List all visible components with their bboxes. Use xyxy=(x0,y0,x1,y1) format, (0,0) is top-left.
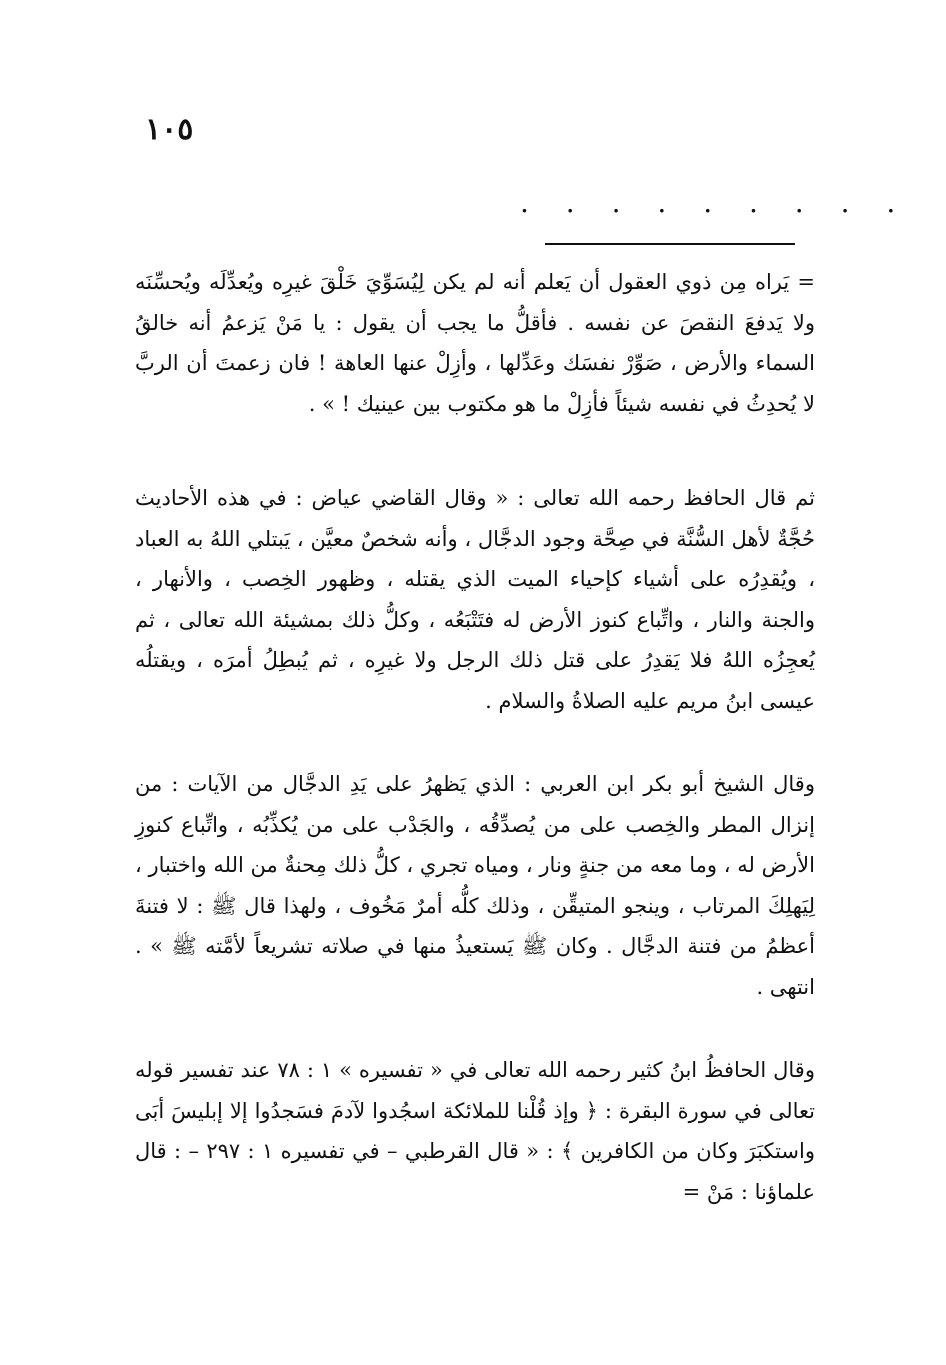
paragraph-continuation xyxy=(135,262,815,424)
paragraph-qadi-iyad xyxy=(135,478,815,721)
paragraph-text: = يَراه مِن ذوي العقول أن يَعلم أنه لم يكن لِيُسَوِّيَ خَلْقَ غيرِه ويُعدِّلَه ويُحسِّنَه ولا يَدفعَ النقصَ عن نفسه . فأقلُّ ما يجب أن يقول : يا مَنْ يَزعمُ أنه خالقُ السماء والأرض ، صَوِّرْ نفسَك وعَدِّلها ، وأزِلْ عنها العاهة ! فان زعمتَ أن الربَّ لا يُحدِثُ في نفسه شيئاً فأزِلْ ما هو مكتوب بين عينيك ! » . xyxy=(135,270,815,416)
paragraph-text: وقال الحافظُ ابنُ كثير رحمه الله تعالى في « تفسيره » ١ : ٧٨ عند تفسير قوله تعالى في سورة البقرة : ﴿ وإذ قُلْنا للملائكة اسجُدوا لآدمَ فسَجدُوا إلا إبليسَ أبَى واستكبَرَ وكان من الكافرين ﴾ : « قال القرطبي – في تفسيره ١ : ٢٩٧ – : قال علماؤنا : مَنْ = xyxy=(135,1058,815,1204)
paragraph-ibn-kathir xyxy=(135,1050,815,1212)
paragraph-text: ثم قال الحافظ رحمه الله تعالى : « وقال القاضي عياض : في هذه الأحاديث حُجَّةٌ لأهل السُّنَّة في صِحَّة وجود الدجَّال ، وأنه شخصٌ معيَّن ، يَبتلي اللهُ به العباد ، ويُقدِرُه على أشياء كإحياء الميت الذي يقتله ، وظهور الخِصب ، والأنهار ، والجنة والنار ، واتِّباع كنوز الأرض له فتَتْبَعُه ، وكلُّ ذلك بمشيئة الله تعالى ، ثم يُعجِزُه اللهُ فلا يَقدِرُ على قتل ذلك الرجل ولا غيرِه ، ثم يُبطِلُ أمرَه ، ويقتلُه عيسى ابنُ مريم عليه الصلاةُ والسلام . xyxy=(135,486,815,713)
page-number: ١٠٥ xyxy=(145,112,194,147)
paragraph-ibn-al-arabi xyxy=(135,764,815,1007)
ellipsis-dots: . . . . . . . . . xyxy=(520,186,910,219)
paragraph-text: وقال الشيخ أبو بكر ابن العربي : الذي يَظهرُ على يَدِ الدجَّال من الآيات : من إنزال المطر والخِصب على من يُصدِّقُه ، والجَدْب على من يُكذِّبُه ، واتِّباع كنوزِ الأرض له ، وما معه من جنةٍ ونار ، ومياه تجري ، كلُّ ذلك مِحنةٌ من الله واختبار ، لِيَهلِكَ المرتاب ، وينجو المتيقِّن ، وذلك كلُّه أمرٌ مَخُوف ، ولهذا قال ﷺ : لا فتنةَ أعظمُ من فتنة الدجَّال . وكان ﷺ يَستعيذُ منها في صلاته تشريعاً لأمَّته ﷺ » . انتهى . xyxy=(135,772,815,999)
footnote-separator-rule xyxy=(545,243,795,245)
